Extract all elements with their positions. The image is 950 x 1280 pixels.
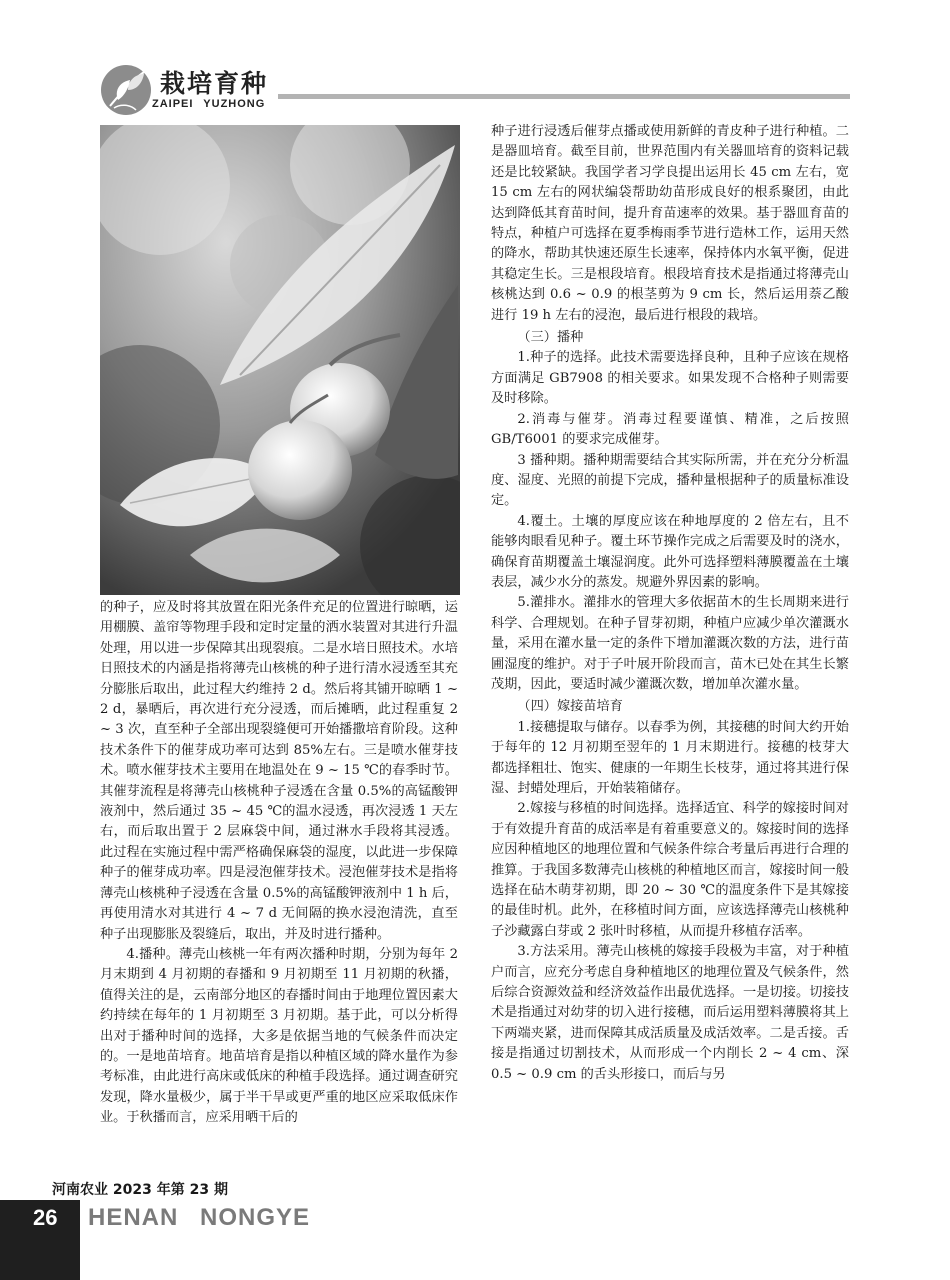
left-column-text (100, 598, 458, 1129)
paragraph: 种子进行浸透后催芽点播或使用新鲜的青皮种子进行种植。二是器皿培育。截至目前，世界范围内有关器皿培育的资料记载还是比较紧缺。我国学者习学良提出运用长 45 cm 左右，宽 15 cm 左右的网状编袋帮助幼苗形成良好的根系聚团，由此达到降低其育苗时间，提升育苗速率的效果。基于器皿育苗的特点，种植户可选择在夏季梅雨季节进行造林工作，运用天然的降水，帮助其快速还原生长速率，保持体内水氧平衡，促进其稳定生长。三是根段培育。根段培育技术是指通过将薄壳山核桃达到 0.6 ~ 0.9 的根茎剪为 9 cm 长，然后运用萘乙酸进行 19 h 左右的浸泡，最后进行根段的栽培。 (491, 124, 849, 323)
section-heading: （四）嫁接苗培育 (517, 699, 623, 715)
paragraph: 的种子，应及时将其放置在阳光条件充足的位置进行晾晒，运用棚膜、盖帘等物理手段和定时定量的洒水装置对其进行升温处理，用以进一步保障其出现裂痕。二是水培日照技术。水培日照技术的内涵是指将薄壳山核桃的种子进行清水浸透至其充分膨胀后取出，此过程大约维持 2 d。然后将其铺开晾晒 1 ~ 2 d，暴晒后，再次进行充分浸透，而后摊晒，此过程重复 2 ~ 3 次，直至种子全部出现裂缝便可开始播撒培育阶段。这种技术条件下的催芽成功率可达到 85%左右。三是喷水催芽技术。喷水催芽技术主要用在地温处在 9 ~ 15 ℃的春季时节。其催芽流程是将薄壳山核桃种子浸透在含量 0.5%的高锰酸钾液剂中，然后通过 35 ~ 45 ℃的温水浸透，再次浸透 1 天左右，而后取出置于 2 层麻袋中间，通过淋水手段将其浸透。此过程在实施过程中需严格确保麻袋的湿度，以此进一步保障种子的催芽成功率。四是浸泡催芽技术。浸泡催芽技术是指将薄壳山核桃种子浸透在含量 0.5%的高锰酸钾液剂中 1 h 后，再使用清水对其进行 4 ~ 7 d 无间隔的换水浸泡清洗，直至种子出现膨胀及裂缝后，取出，并及时进行播种。 (100, 600, 458, 942)
walnut-photo-graphic (100, 125, 460, 595)
paragraph: 2.消毒与催芽。消毒过程要谨慎、精准，之后按照 GB/T6001 的要求完成催芽。 (491, 411, 849, 448)
footer-journal-en: HENAN NONGYE (88, 1204, 311, 1231)
footer-journal-issue: 河南农业 2023 年第 23 期 (52, 1182, 228, 1198)
section-heading: （三）播种 (517, 330, 584, 346)
paragraph: 1.种子的选择。此技术需要选择良种，且种子应该在规格方面满足 GB7908 的相关要求。如果发现不合格种子则需要及时移除。 (491, 350, 849, 407)
paragraph: 1.接穗提取与储存。以春季为例，其接穗的时间大约开始于每年的 12 月初期至翌年的 1 月末期进行。接穗的枝芽大都选择粗壮、饱实、健康的一年期生长枝芽，通过将其进行保湿、封蜡处理后，开始装箱储存。 (491, 719, 849, 796)
paragraph: 2.嫁接与移植的时间选择。选择适宜、科学的嫁接时间对于有效提升育苗的成活率是有着重要意义的。嫁接时间的选择应因种植地区的地理位置和气候条件综合考量后再进行合理的推算。于我国多数薄壳山核桃的种植地区而言，嫁接时间一般选择在砧木萌芽初期，即 20 ~ 30 ℃的温度条件下是其嫁接的最佳时机。此外，在移植时间方面，应该选择薄壳山核桃种子沙藏露白芽或 2 张叶时移植，从而提升移植存活率。 (491, 801, 849, 939)
paragraph: 5.灌排水。灌排水的管理大多依据苗木的生长周期来进行科学、合理规划。在种子冒芽初期，种植户应减少单次灌溉水量，采用在灌水量一定的条件下增加灌溉次数的方法，进行苗圃湿度的维护。对于子叶展开阶段而言，苗木已处在其生长繁茂期，因此，要适时减少灌溉次数，增加单次灌水量。 (491, 595, 849, 692)
walnut-photo (100, 125, 460, 595)
paragraph: 4.覆土。土壤的厚度应该在种地厚度的 2 倍左右，且不能够肉眼看见种子。覆土环节操作完成之后需要及时的浇水，确保育苗期覆盖土壤湿润度。此外可选择塑料薄膜覆盖在土壤表层，减少水分的蒸发。规避外界因素的影响。 (491, 513, 849, 590)
paragraph: 3.方法采用。薄壳山核桃的嫁接手段极为丰富，对于种植户而言，应充分考虑自身种植地区的地理位置及气候条件，然后综合资源效益和经济效益作出最优选择。一是切接。切接技术是指通过对幼芽的切入进行接穗，而后运用塑料薄膜将其上下两端夹紧，进而保障其成活质量及成活效率。二是舌接。舌接是指通过切割技术，从而形成一个内削长 2 ~ 4 cm、深 0.5 ~ 0.9 cm 的舌头形接口，而后与另 (491, 944, 849, 1082)
page-number: 26 (33, 1205, 58, 1230)
paragraph: 4.播种。薄壳山核桃一年有两次播种时期，分别为每年 2 月末期到 4 月初期的春播和 9 月初期至 11 月初期的秋播，值得关注的是，云南部分地区的春播时间由于地理位置因素大约持续在每年的 1 月初期至 3 月初期。基于此，可以分析得出对于播种时间的选择，大多是依据当地的气候条件而决定的。一是地苗培育。地苗培育是指以种植区域的降水量作为参考标准，由此进行高床或低床的种植手段选择。通过调查研究发现，降水量极少，属于半干旱或更严重的地区应采取低床作业。于秋播而言，应采用晒干后的 (100, 946, 458, 1126)
column-pinyin: ZAIPEI YUZHONG (152, 98, 266, 110)
right-column-text (491, 122, 849, 1085)
header-rule (278, 94, 850, 99)
column-title: 栽培育种 (160, 69, 269, 98)
paragraph: 3 播种期。播种期需要结合其实际所需，并在充分分析温度、湿度、光照的前提下完成，播种量根据种子的质量标准设定。 (491, 452, 849, 509)
leaf-logo-icon (100, 64, 152, 116)
